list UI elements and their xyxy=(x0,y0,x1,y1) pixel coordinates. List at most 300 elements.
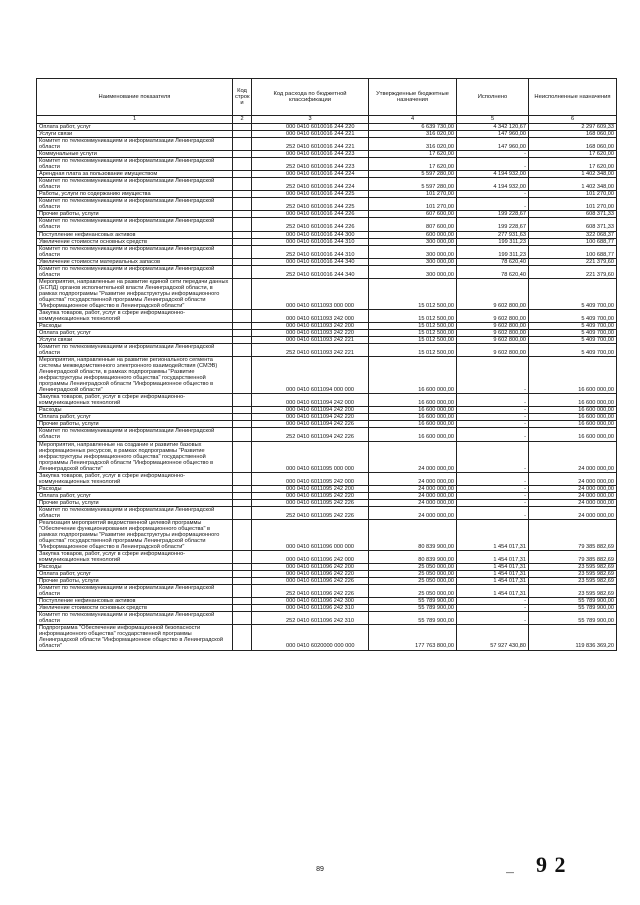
row-line-code xyxy=(233,124,252,131)
row-budget-code: 000 0410 6010016 244 224 xyxy=(252,171,369,178)
row-approved-amount: 25 050 000,00 xyxy=(369,585,457,598)
row-unexecuted-amount: 24 000 000,00 xyxy=(529,485,617,492)
row-unexecuted-amount: 168 060,00 xyxy=(529,138,617,151)
row-unexecuted-amount: 55 789 900,00 xyxy=(529,598,617,605)
row-indicator-name: Комитет по телекоммуникациям и информатизации Ленинградской области xyxy=(37,218,233,231)
row-unexecuted-amount: 17 620,00 xyxy=(529,158,617,171)
row-line-code xyxy=(233,158,252,171)
row-line-code xyxy=(233,394,252,407)
table-row xyxy=(37,278,617,309)
row-unexecuted-amount: 16 600 000,00 xyxy=(529,394,617,407)
row-unexecuted-amount: 221 379,60 xyxy=(529,258,617,265)
row-unexecuted-amount: 322 068,37 xyxy=(529,231,617,238)
row-indicator-name: Услуги связи xyxy=(37,131,233,138)
row-unexecuted-amount: 5 409 700,00 xyxy=(529,322,617,329)
table-row xyxy=(37,337,617,344)
row-indicator-name: Прочие работы, услуги xyxy=(37,421,233,428)
row-unexecuted-amount: 55 789 900,00 xyxy=(529,605,617,612)
row-unexecuted-amount: 101 270,00 xyxy=(529,191,617,198)
table-row xyxy=(37,138,617,151)
row-executed-amount: - xyxy=(457,414,529,421)
row-approved-amount: 25 050 000,00 xyxy=(369,571,457,578)
row-approved-amount: 16 600 000,00 xyxy=(369,357,457,394)
column-number-row xyxy=(37,116,617,124)
row-unexecuted-amount: 24 000 000,00 xyxy=(529,499,617,506)
handwritten-page-stamp: 9 2 xyxy=(536,852,567,877)
row-indicator-name: Мероприятия, направленные на создание и развитие базовых информационных ресурсов, в рамках подпрограммы "Развитие инфраструктуры информационного общества" государственной программы Ленинградской области "Информационное общество в Ленинградской области" xyxy=(37,441,233,472)
header-executed: Исполнено xyxy=(457,79,529,116)
table-row xyxy=(37,612,617,625)
row-line-code xyxy=(233,499,252,506)
table-row xyxy=(37,551,617,564)
row-approved-amount: 55 789 900,00 xyxy=(369,605,457,612)
row-unexecuted-amount: 1 402 348,00 xyxy=(529,178,617,191)
column-number: 1 xyxy=(37,116,233,124)
row-line-code xyxy=(233,278,252,309)
row-budget-code: 000 0410 6011095 242 000 xyxy=(252,472,369,485)
row-line-code xyxy=(233,171,252,178)
row-approved-amount: 16 600 000,00 xyxy=(369,421,457,428)
row-unexecuted-amount: 168 060,00 xyxy=(529,131,617,138)
table-row xyxy=(37,519,617,550)
row-approved-amount: 5 597 280,00 xyxy=(369,171,457,178)
row-approved-amount: 24 000 000,00 xyxy=(369,499,457,506)
header-unexecuted: Неисполненные назначения xyxy=(529,79,617,116)
row-budget-code: 252 0410 6010016 244 221 xyxy=(252,138,369,151)
row-executed-amount: 9 602 800,00 xyxy=(457,309,529,322)
row-budget-code: 000 0410 6011095 242 200 xyxy=(252,485,369,492)
row-budget-code: 252 0410 6010016 244 225 xyxy=(252,198,369,211)
row-line-code xyxy=(233,571,252,578)
row-unexecuted-amount: 23 595 982,69 xyxy=(529,585,617,598)
table-row xyxy=(37,329,617,336)
row-executed-amount: - xyxy=(457,198,529,211)
row-line-code xyxy=(233,421,252,428)
table-row xyxy=(37,625,617,650)
row-approved-amount: 16 600 000,00 xyxy=(369,394,457,407)
row-unexecuted-amount: 24 000 000,00 xyxy=(529,472,617,485)
header-approved: Утвержденные бюджетные назначения xyxy=(369,79,457,116)
row-unexecuted-amount: 100 688,77 xyxy=(529,245,617,258)
table-row xyxy=(37,407,617,414)
row-budget-code: 000 0410 6011096 000 000 xyxy=(252,519,369,550)
row-budget-code: 000 0410 6011096 242 220 xyxy=(252,571,369,578)
row-budget-code: 252 0410 6011096 242 226 xyxy=(252,585,369,598)
row-executed-amount: 9 602 800,00 xyxy=(457,344,529,357)
row-budget-code: 252 0410 6010016 244 223 xyxy=(252,158,369,171)
row-budget-code: 252 0410 6011093 242 221 xyxy=(252,344,369,357)
row-executed-amount: - xyxy=(457,612,529,625)
row-approved-amount: 5 597 280,00 xyxy=(369,178,457,191)
row-budget-code: 252 0410 6011096 242 310 xyxy=(252,612,369,625)
table-row xyxy=(37,499,617,506)
table-row xyxy=(37,198,617,211)
row-unexecuted-amount: 79 385 882,69 xyxy=(529,551,617,564)
row-executed-amount: 1 454 017,31 xyxy=(457,571,529,578)
row-indicator-name: Комитет по телекоммуникациям и информатизации Ленинградской области xyxy=(37,245,233,258)
row-line-code xyxy=(233,211,252,218)
row-indicator-name: Комитет по телекоммуникациям и информатизации Ленинградской области xyxy=(37,158,233,171)
table-row xyxy=(37,598,617,605)
row-approved-amount: 15 012 500,00 xyxy=(369,337,457,344)
row-line-code xyxy=(233,441,252,472)
row-unexecuted-amount: 100 688,77 xyxy=(529,238,617,245)
row-unexecuted-amount: 55 789 900,00 xyxy=(529,612,617,625)
row-indicator-name: Комитет по телекоммуникациям и информатизации Ленинградской области xyxy=(37,506,233,519)
row-budget-code: 000 0410 6011094 242 200 xyxy=(252,407,369,414)
row-budget-code: 000 0410 6010016 244 340 xyxy=(252,258,369,265)
row-unexecuted-amount: 24 000 000,00 xyxy=(529,441,617,472)
row-executed-amount: - xyxy=(457,158,529,171)
table-row xyxy=(37,485,617,492)
row-approved-amount: 300 000,00 xyxy=(369,265,457,278)
row-line-code xyxy=(233,492,252,499)
row-approved-amount: 807 600,00 xyxy=(369,218,457,231)
row-line-code xyxy=(233,564,252,571)
row-approved-amount: 24 000 000,00 xyxy=(369,441,457,472)
row-line-code xyxy=(233,329,252,336)
table-row xyxy=(37,357,617,394)
row-budget-code: 000 0410 6010016 244 225 xyxy=(252,191,369,198)
table-row xyxy=(37,585,617,598)
row-line-code xyxy=(233,191,252,198)
row-budget-code: 000 0410 6011096 242 200 xyxy=(252,564,369,571)
row-approved-amount: 80 839 900,00 xyxy=(369,519,457,550)
row-indicator-name: Услуги связи xyxy=(37,337,233,344)
row-budget-code: 252 0410 6010016 244 340 xyxy=(252,265,369,278)
row-indicator-name: Расходы xyxy=(37,407,233,414)
row-executed-amount: 57 927 430,80 xyxy=(457,625,529,650)
row-unexecuted-amount: 16 600 000,00 xyxy=(529,414,617,421)
row-unexecuted-amount: 1 402 348,00 xyxy=(529,171,617,178)
row-line-code xyxy=(233,265,252,278)
row-unexecuted-amount: 608 371,33 xyxy=(529,211,617,218)
row-indicator-name: Прочие работы, услуги xyxy=(37,499,233,506)
row-indicator-name: Комитет по телекоммуникациям и информатизации Ленинградской области xyxy=(37,585,233,598)
row-executed-amount: - xyxy=(457,151,529,158)
row-executed-amount: 199 311,23 xyxy=(457,238,529,245)
row-line-code xyxy=(233,585,252,598)
row-approved-amount: 24 000 000,00 xyxy=(369,472,457,485)
row-indicator-name: Комитет по телекоммуникациям и информатизации Ленинградской области xyxy=(37,344,233,357)
row-budget-code: 000 0410 6011096 242 310 xyxy=(252,605,369,612)
row-line-code xyxy=(233,322,252,329)
table-row xyxy=(37,218,617,231)
row-approved-amount: 24 000 000,00 xyxy=(369,485,457,492)
row-unexecuted-amount: 5 409 700,00 xyxy=(529,309,617,322)
table-row xyxy=(37,258,617,265)
row-unexecuted-amount: 79 385 882,69 xyxy=(529,519,617,550)
page-number: 89 xyxy=(316,866,324,873)
table-row xyxy=(37,178,617,191)
row-approved-amount: 16 600 000,00 xyxy=(369,414,457,421)
row-approved-amount: 80 839 900,00 xyxy=(369,551,457,564)
row-budget-code: 000 0410 6010016 244 226 xyxy=(252,211,369,218)
row-executed-amount: - xyxy=(457,428,529,441)
row-unexecuted-amount: 5 409 700,00 xyxy=(529,278,617,309)
row-indicator-name: Комитет по телекоммуникациям и информатизации Ленинградской области xyxy=(37,178,233,191)
table-header-row xyxy=(37,79,617,116)
row-unexecuted-amount: 16 600 000,00 xyxy=(529,428,617,441)
row-approved-amount: 316 020,00 xyxy=(369,138,457,151)
table-row xyxy=(37,124,617,131)
table-row xyxy=(37,578,617,585)
row-unexecuted-amount: 221 379,60 xyxy=(529,265,617,278)
row-approved-amount: 55 789 900,00 xyxy=(369,598,457,605)
row-unexecuted-amount: 16 600 000,00 xyxy=(529,421,617,428)
row-indicator-name: Расходы xyxy=(37,564,233,571)
row-indicator-name: Комитет по телекоммуникациям и информатизации Ленинградской области xyxy=(37,428,233,441)
row-indicator-name: Увеличение стоимости основных средств xyxy=(37,238,233,245)
row-approved-amount: 17 620,00 xyxy=(369,158,457,171)
row-budget-code: 000 0410 6011093 242 200 xyxy=(252,322,369,329)
table-row xyxy=(37,231,617,238)
row-executed-amount: 9 602 800,00 xyxy=(457,322,529,329)
table-row xyxy=(37,394,617,407)
row-indicator-name: Комитет по телекоммуникациям и информатизации Ленинградской области xyxy=(37,265,233,278)
table-row xyxy=(37,211,617,218)
row-executed-amount: 78 620,40 xyxy=(457,265,529,278)
row-line-code xyxy=(233,151,252,158)
row-line-code xyxy=(233,428,252,441)
row-executed-amount: 147 960,00 xyxy=(457,131,529,138)
row-line-code xyxy=(233,625,252,650)
table-row xyxy=(37,265,617,278)
row-approved-amount: 300 000,00 xyxy=(369,245,457,258)
row-line-code xyxy=(233,178,252,191)
row-executed-amount: - xyxy=(457,421,529,428)
row-line-code xyxy=(233,506,252,519)
row-budget-code: 252 0410 6010016 244 224 xyxy=(252,178,369,191)
row-unexecuted-amount: 17 620,00 xyxy=(529,151,617,158)
row-executed-amount: 1 454 017,31 xyxy=(457,578,529,585)
table-row xyxy=(37,238,617,245)
column-number: 3 xyxy=(252,116,369,124)
row-approved-amount: 55 789 900,00 xyxy=(369,612,457,625)
row-executed-amount: 1 454 017,31 xyxy=(457,551,529,564)
header-indicator-name: Наименование показателя xyxy=(37,79,233,116)
row-executed-amount: 199 311,23 xyxy=(457,245,529,258)
row-indicator-name: Увеличение стоимости материальных запасов xyxy=(37,258,233,265)
row-line-code xyxy=(233,131,252,138)
row-executed-amount: - xyxy=(457,191,529,198)
row-approved-amount: 101 270,00 xyxy=(369,198,457,211)
row-executed-amount: 1 454 017,31 xyxy=(457,564,529,571)
row-executed-amount: 277 931,63 xyxy=(457,231,529,238)
row-approved-amount: 316 020,00 xyxy=(369,131,457,138)
row-executed-amount: 4 342 120,67 xyxy=(457,124,529,131)
row-approved-amount: 600 000,00 xyxy=(369,231,457,238)
column-number: 4 xyxy=(369,116,457,124)
table-row xyxy=(37,131,617,138)
row-executed-amount: - xyxy=(457,506,529,519)
table-row xyxy=(37,309,617,322)
row-indicator-name: Комитет по телекоммуникациям и информатизации Ленинградской области xyxy=(37,138,233,151)
row-budget-code: 000 0410 6010016 244 300 xyxy=(252,231,369,238)
row-unexecuted-amount: 16 600 000,00 xyxy=(529,357,617,394)
row-line-code xyxy=(233,337,252,344)
row-indicator-name: Комитет по телекоммуникациям и информатизации Ленинградской области xyxy=(37,612,233,625)
table-row xyxy=(37,322,617,329)
row-budget-code: 000 0410 6011094 000 000 xyxy=(252,357,369,394)
row-budget-code: 000 0410 6011094 242 226 xyxy=(252,421,369,428)
row-indicator-name: Комитет по телекоммуникациям и информатизации Ленинградской области xyxy=(37,198,233,211)
row-executed-amount: - xyxy=(457,407,529,414)
table-row xyxy=(37,158,617,171)
row-approved-amount: 6 639 730,00 xyxy=(369,124,457,131)
row-budget-code: 000 0410 6011094 242 000 xyxy=(252,394,369,407)
row-executed-amount: 9 602 800,00 xyxy=(457,337,529,344)
row-executed-amount: - xyxy=(457,485,529,492)
row-unexecuted-amount: 23 595 982,69 xyxy=(529,571,617,578)
row-approved-amount: 25 050 000,00 xyxy=(369,564,457,571)
row-line-code xyxy=(233,218,252,231)
budget-table xyxy=(36,78,617,651)
row-line-code xyxy=(233,344,252,357)
row-approved-amount: 24 000 000,00 xyxy=(369,492,457,499)
table-row xyxy=(37,605,617,612)
row-unexecuted-amount: 5 409 700,00 xyxy=(529,344,617,357)
row-executed-amount: 78 620,40 xyxy=(457,258,529,265)
table-row xyxy=(37,344,617,357)
row-unexecuted-amount: 101 270,00 xyxy=(529,198,617,211)
row-line-code xyxy=(233,472,252,485)
row-approved-amount: 300 000,00 xyxy=(369,238,457,245)
row-budget-code: 252 0410 6010016 244 310 xyxy=(252,245,369,258)
table-body xyxy=(37,124,617,651)
row-approved-amount: 300 000,00 xyxy=(369,258,457,265)
row-indicator-name: Расходы xyxy=(37,322,233,329)
row-budget-code: 000 0410 6011094 242 220 xyxy=(252,414,369,421)
row-approved-amount: 16 600 000,00 xyxy=(369,407,457,414)
table-row xyxy=(37,472,617,485)
row-approved-amount: 15 012 500,00 xyxy=(369,322,457,329)
row-budget-code: 000 0410 6011095 242 226 xyxy=(252,499,369,506)
row-line-code xyxy=(233,198,252,211)
row-approved-amount: 17 620,00 xyxy=(369,151,457,158)
row-unexecuted-amount: 24 000 000,00 xyxy=(529,506,617,519)
row-line-code xyxy=(233,231,252,238)
table-row xyxy=(37,492,617,499)
table-row xyxy=(37,414,617,421)
table-row xyxy=(37,564,617,571)
row-indicator-name: Работы, услуги по содержанию имущества xyxy=(37,191,233,198)
table-row xyxy=(37,571,617,578)
row-executed-amount: - xyxy=(457,441,529,472)
row-budget-code: 252 0410 6011094 242 226 xyxy=(252,428,369,441)
table-row xyxy=(37,441,617,472)
table-row xyxy=(37,171,617,178)
row-budget-code: 000 0410 6011096 242 226 xyxy=(252,578,369,585)
row-budget-code: 252 0410 6010016 244 226 xyxy=(252,218,369,231)
footer-dash: — xyxy=(506,868,514,877)
row-indicator-name: Прочие работы, услуги xyxy=(37,211,233,218)
row-unexecuted-amount: 24 000 000,00 xyxy=(529,492,617,499)
row-approved-amount: 15 012 500,00 xyxy=(369,309,457,322)
row-executed-amount: 199 228,67 xyxy=(457,211,529,218)
row-line-code xyxy=(233,258,252,265)
row-indicator-name: Увеличение стоимости основных средств xyxy=(37,605,233,612)
row-indicator-name: Оплата работ, услуг xyxy=(37,571,233,578)
row-executed-amount: 147 960,00 xyxy=(457,138,529,151)
row-executed-amount: 199 228,67 xyxy=(457,218,529,231)
table-row xyxy=(37,506,617,519)
row-indicator-name: Мероприятия, направленные на развитие регионального сегмента системы межведомственного электронного взаимодействия (СМЭВ) Ленинградской области, в рамках подпрограммы "Развитие инфраструктуры информационного общества" государственной программы Ленинградской области "Информационное общество в Ленинградской области" xyxy=(37,357,233,394)
row-indicator-name: Оплата работ, услуг xyxy=(37,492,233,499)
row-executed-amount: - xyxy=(457,499,529,506)
row-line-code xyxy=(233,245,252,258)
row-executed-amount: - xyxy=(457,357,529,394)
row-executed-amount: 4 194 932,00 xyxy=(457,178,529,191)
row-executed-amount: - xyxy=(457,492,529,499)
row-indicator-name: Подпрограмма "Обеспечение информационной безопасности информационного общества" государственной программы Ленинградской области "Информационное общество в Ленинградской области" xyxy=(37,625,233,650)
row-line-code xyxy=(233,612,252,625)
row-unexecuted-amount: 16 600 000,00 xyxy=(529,407,617,414)
row-unexecuted-amount: 23 595 982,69 xyxy=(529,578,617,585)
row-indicator-name: Закупка товаров, работ, услуг в сфере информационно-коммуникационных технологий xyxy=(37,394,233,407)
row-indicator-name: Закупка товаров, работ, услуг в сфере информационно-коммуникационных технологий xyxy=(37,472,233,485)
row-budget-code: 000 0410 6010016 244 221 xyxy=(252,131,369,138)
row-line-code xyxy=(233,138,252,151)
row-executed-amount: - xyxy=(457,598,529,605)
row-indicator-name: Оплата работ, услуг xyxy=(37,414,233,421)
row-approved-amount: 15 012 500,00 xyxy=(369,278,457,309)
row-indicator-name: Закупка товаров, работ, услуг в сфере информационно-коммуникационных технологий xyxy=(37,551,233,564)
row-budget-code: 000 0410 6011093 242 220 xyxy=(252,329,369,336)
row-approved-amount: 16 600 000,00 xyxy=(369,428,457,441)
column-number: 5 xyxy=(457,116,529,124)
row-budget-code: 000 0410 6010016 244 310 xyxy=(252,238,369,245)
row-budget-code: 000 0410 6011096 242 000 xyxy=(252,551,369,564)
row-budget-code: 000 0410 6011093 000 000 xyxy=(252,278,369,309)
row-unexecuted-amount: 608 371,33 xyxy=(529,218,617,231)
row-budget-code: 000 0410 6010016 244 223 xyxy=(252,151,369,158)
row-indicator-name: Прочие работы, услуги xyxy=(37,578,233,585)
row-line-code xyxy=(233,357,252,394)
row-line-code xyxy=(233,414,252,421)
row-approved-amount: 15 012 500,00 xyxy=(369,329,457,336)
table-row xyxy=(37,191,617,198)
row-indicator-name: Коммунальные услуги xyxy=(37,151,233,158)
row-executed-amount: - xyxy=(457,472,529,485)
row-line-code xyxy=(233,605,252,612)
row-line-code xyxy=(233,551,252,564)
row-executed-amount: - xyxy=(457,605,529,612)
row-line-code xyxy=(233,519,252,550)
column-number: 6 xyxy=(529,116,617,124)
row-approved-amount: 607 600,00 xyxy=(369,211,457,218)
column-number: 2 xyxy=(233,116,252,124)
row-indicator-name: Арендная плата за пользование имуществом xyxy=(37,171,233,178)
row-budget-code: 000 0410 6011093 242 221 xyxy=(252,337,369,344)
header-budget-code: Код расхода по бюджетной классификации xyxy=(252,79,369,116)
row-executed-amount: 9 602 800,00 xyxy=(457,329,529,336)
header-line-code: Код строк и xyxy=(233,79,252,116)
table-row xyxy=(37,151,617,158)
row-unexecuted-amount: 2 297 609,33 xyxy=(529,124,617,131)
row-approved-amount: 25 050 000,00 xyxy=(369,578,457,585)
row-line-code xyxy=(233,598,252,605)
row-executed-amount: 4 194 932,00 xyxy=(457,171,529,178)
row-approved-amount: 24 000 000,00 xyxy=(369,506,457,519)
row-indicator-name: Поступление нефинансовых активов xyxy=(37,598,233,605)
row-indicator-name: Расходы xyxy=(37,485,233,492)
row-indicator-name: Закупка товаров, работ, услуг в сфере информационно-коммуникационных технологий xyxy=(37,309,233,322)
row-indicator-name: Поступление нефинансовых активов xyxy=(37,231,233,238)
row-line-code xyxy=(233,578,252,585)
row-budget-code: 000 0410 6011095 242 220 xyxy=(252,492,369,499)
row-line-code xyxy=(233,238,252,245)
